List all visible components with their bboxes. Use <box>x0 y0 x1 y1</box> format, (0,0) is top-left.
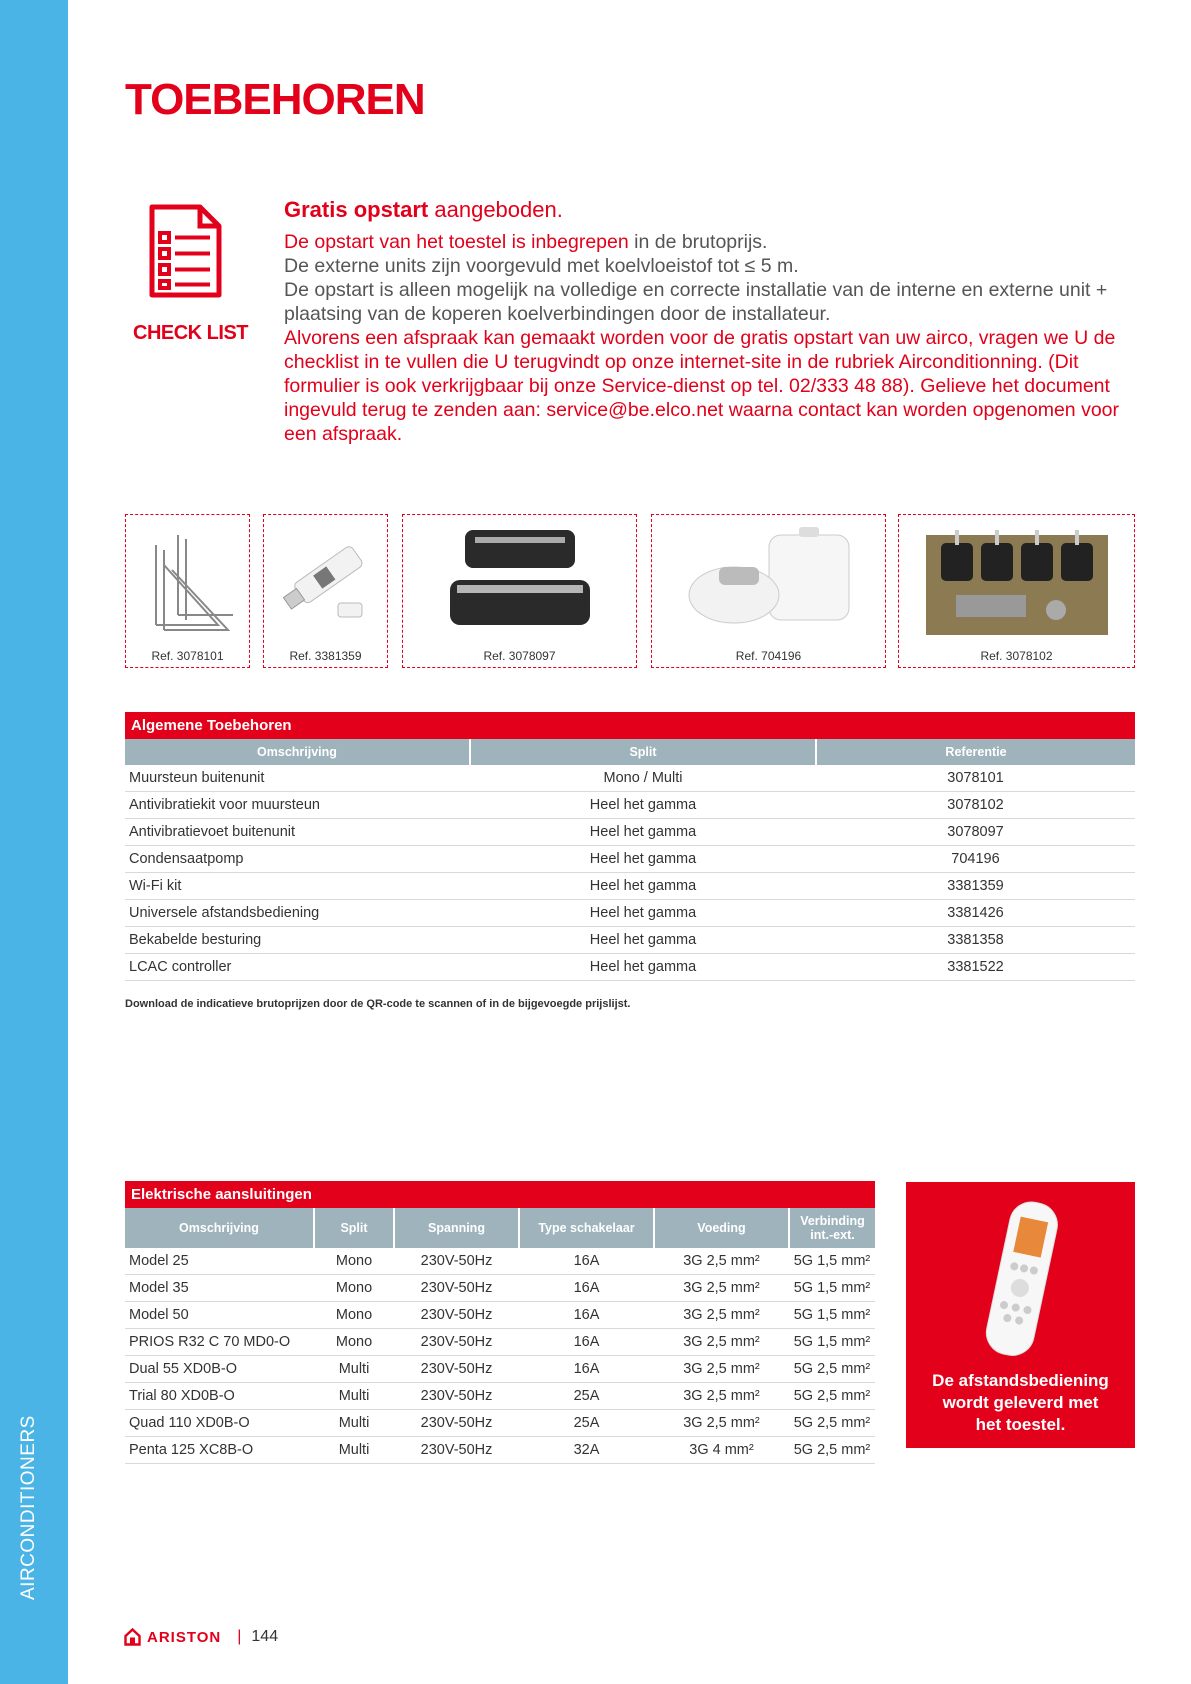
cell: 230V-50Hz <box>394 1329 519 1356</box>
remote-text-line: wordt geleverd met <box>942 1393 1099 1412</box>
cell: 3G 2,5 mm² <box>654 1302 789 1329</box>
table-row <box>125 1275 875 1302</box>
cell: 3G 4 mm² <box>654 1437 789 1464</box>
price-note: Download de indicatieve brutoprijzen door de QR-code te scannen of in de bijgevoegde prijslijst. <box>125 998 631 1010</box>
cell: Quad 110 XD0B-O <box>125 1410 314 1437</box>
cell: 5G 1,5 mm² <box>789 1275 875 1302</box>
intro-heading-rest: aangeboden. <box>428 197 563 222</box>
checklist-document-icon <box>148 203 223 299</box>
table-row <box>125 900 1135 927</box>
cell: Heel het gamma <box>470 900 816 927</box>
col-header: Type schakelaar <box>519 1208 654 1248</box>
cell: 230V-50Hz <box>394 1248 519 1275</box>
cell: Mono <box>314 1329 394 1356</box>
col-header: Referentie <box>816 739 1135 765</box>
photo-wifi-kit <box>263 514 388 668</box>
photo-ref: Ref. 3381359 <box>289 649 362 663</box>
cell: Multi <box>314 1410 394 1437</box>
cell: 25A <box>519 1410 654 1437</box>
cell: Heel het gamma <box>470 819 816 846</box>
cell: 3G 2,5 mm² <box>654 1275 789 1302</box>
intro-line1 <box>284 230 1134 254</box>
cell: LCAC controller <box>125 954 470 981</box>
cell: Bekabelde besturing <box>125 927 470 954</box>
cell: 16A <box>519 1356 654 1383</box>
cell: 3G 2,5 mm² <box>654 1356 789 1383</box>
remote-panel-text <box>906 1370 1135 1436</box>
intro-line4: Alvorens een afspraak kan gemaakt worden voor de gratis opstart van uw airco, vragen we U de checklist in te vullen die U terugvindt op onze internet-site in de rubriek Airconditionning. (Dit formulier is ook verkrijgbaar bij onze Service-dienst op tel. 02/333 48 88). Gelieve het document ingevuld terug te zenden aan: service@be.elco.net waarna contact kan worden opgenomen voor een afspraak. <box>284 327 1119 445</box>
cell: 5G 2,5 mm² <box>789 1410 875 1437</box>
cell: 3078097 <box>816 819 1135 846</box>
photo-condensate-pump <box>651 514 886 668</box>
remote-text-line: het toestel. <box>975 1415 1066 1434</box>
cell: 5G 2,5 mm² <box>789 1356 875 1383</box>
cell: Heel het gamma <box>470 954 816 981</box>
sidebar-label: AIRCONDITIONERS <box>18 1415 39 1600</box>
photo-ref: Ref. 3078102 <box>980 649 1053 663</box>
table-row <box>125 927 1135 954</box>
remote-control-panel <box>906 1182 1135 1448</box>
page-title: TOEBEHOREN <box>125 75 425 124</box>
table-row <box>125 873 1135 900</box>
intro-line1-red: De opstart van het toestel is inbegrepen <box>284 231 629 253</box>
cell: 5G 1,5 mm² <box>789 1248 875 1275</box>
cell: 3G 2,5 mm² <box>654 1329 789 1356</box>
cell: Model 35 <box>125 1275 314 1302</box>
cell: Mono <box>314 1275 394 1302</box>
ariston-house-logo-icon <box>124 1628 141 1646</box>
table-row <box>125 1356 875 1383</box>
cell: 3G 2,5 mm² <box>654 1410 789 1437</box>
cell: Multi <box>314 1437 394 1464</box>
wifi-kit-image <box>276 525 376 635</box>
condensate-pump-image <box>679 525 859 635</box>
cell: Muursteun buitenunit <box>125 765 470 792</box>
cell: 16A <box>519 1329 654 1356</box>
cell: Heel het gamma <box>470 846 816 873</box>
checklist-label: CHECK LIST <box>133 322 248 344</box>
cell: Model 50 <box>125 1302 314 1329</box>
cell: Model 25 <box>125 1248 314 1275</box>
table-title: Algemene Toebehoren <box>125 712 1135 739</box>
footer <box>124 1626 278 1648</box>
cell: Antivibratiekit voor muursteun <box>125 792 470 819</box>
intro-line2: De externe units zijn voorgevuld met koelvloeistof tot ≤ 5 m. <box>284 255 799 277</box>
cell: 5G 1,5 mm² <box>789 1302 875 1329</box>
col-header: Omschrijving <box>125 1208 314 1248</box>
cell: 230V-50Hz <box>394 1302 519 1329</box>
cell: 3078102 <box>816 792 1135 819</box>
photo-ref: Ref. 3078097 <box>483 649 556 663</box>
col-header: Verbinding int.-ext. <box>789 1208 875 1248</box>
cell: 16A <box>519 1275 654 1302</box>
footer-separator: | <box>237 1628 242 1645</box>
intro-heading-bold: Gratis opstart <box>284 197 429 222</box>
photo-ref: Ref. 704196 <box>735 649 802 663</box>
col-header: Spanning <box>394 1208 519 1248</box>
cell: 5G 2,5 mm² <box>789 1383 875 1410</box>
cell: 3381426 <box>816 900 1135 927</box>
cell: Multi <box>314 1356 394 1383</box>
cell: 16A <box>519 1248 654 1275</box>
photo-ref: Ref. 3078101 <box>151 649 224 663</box>
intro-heading <box>284 198 1134 222</box>
cell: 16A <box>519 1302 654 1329</box>
table-row <box>125 1329 875 1356</box>
table-row <box>125 1302 875 1329</box>
cell: Multi <box>314 1383 394 1410</box>
electrical-connections-table <box>125 1181 875 1464</box>
wall-bracket-image <box>138 525 238 635</box>
photo-anti-vibration-feet <box>402 514 637 668</box>
col-header: Voeding <box>654 1208 789 1248</box>
table-row <box>125 846 1135 873</box>
cell: PRIOS R32 C 70 MD0-O <box>125 1329 314 1356</box>
table-row <box>125 819 1135 846</box>
cell: Penta 125 XC8B-O <box>125 1437 314 1464</box>
cell: 5G 1,5 mm² <box>789 1329 875 1356</box>
cell: Wi-Fi kit <box>125 873 470 900</box>
general-accessories-table <box>125 712 1135 981</box>
intro-line1-rest: in de brutoprijs. <box>628 231 768 253</box>
cell: Antivibratievoet buitenunit <box>125 819 470 846</box>
col-header: Split <box>314 1208 394 1248</box>
table-row <box>125 1410 875 1437</box>
remote-control-image <box>976 1196 1066 1361</box>
cell: 32A <box>519 1437 654 1464</box>
footer-brand: ARISTON <box>147 1628 222 1646</box>
page-number: 144 <box>251 1628 279 1645</box>
intro-line3: De opstart is alleen mogelijk na volledige en correcte installatie van de interne en externe unit + plaatsing van de koperen koelverbindingen door de installateur. <box>284 279 1108 325</box>
cell: 3381522 <box>816 954 1135 981</box>
cell: Heel het gamma <box>470 873 816 900</box>
cell: 25A <box>519 1383 654 1410</box>
cell: 3078101 <box>816 765 1135 792</box>
cell: 230V-50Hz <box>394 1410 519 1437</box>
cell: 5G 2,5 mm² <box>789 1437 875 1464</box>
cell: 3381359 <box>816 873 1135 900</box>
intro-text <box>284 198 1134 446</box>
table-row <box>125 1437 875 1464</box>
col-header: Omschrijving <box>125 739 470 765</box>
remote-text-line: De afstandsbediening <box>932 1371 1109 1390</box>
cell: 3G 2,5 mm² <box>654 1248 789 1275</box>
cell: Mono <box>314 1302 394 1329</box>
cell: Condensaatpomp <box>125 846 470 873</box>
cell: 230V-50Hz <box>394 1383 519 1410</box>
table-title: Elektrische aansluitingen <box>125 1181 875 1208</box>
cell: Mono / Multi <box>470 765 816 792</box>
table-row <box>125 954 1135 981</box>
sidebar <box>0 0 68 1684</box>
cell: 230V-50Hz <box>394 1356 519 1383</box>
cell: Mono <box>314 1248 394 1275</box>
cell: Heel het gamma <box>470 792 816 819</box>
col-header: Split <box>470 739 816 765</box>
anti-vibration-feet-image <box>445 525 595 635</box>
cell: 3381358 <box>816 927 1135 954</box>
table-row <box>125 792 1135 819</box>
cell: Trial 80 XD0B-O <box>125 1383 314 1410</box>
table-row <box>125 1248 875 1275</box>
table-row <box>125 1383 875 1410</box>
cell: 230V-50Hz <box>394 1437 519 1464</box>
cell: 704196 <box>816 846 1135 873</box>
cell: 3G 2,5 mm² <box>654 1383 789 1410</box>
cell: Universele afstandsbediening <box>125 900 470 927</box>
cell: Dual 55 XD0B-O <box>125 1356 314 1383</box>
photo-wall-bracket <box>125 514 250 668</box>
cell: Heel het gamma <box>470 927 816 954</box>
table-row <box>125 765 1135 792</box>
anti-vibration-kit-image <box>926 525 1108 635</box>
cell: 230V-50Hz <box>394 1275 519 1302</box>
photo-anti-vibration-kit <box>898 514 1135 668</box>
